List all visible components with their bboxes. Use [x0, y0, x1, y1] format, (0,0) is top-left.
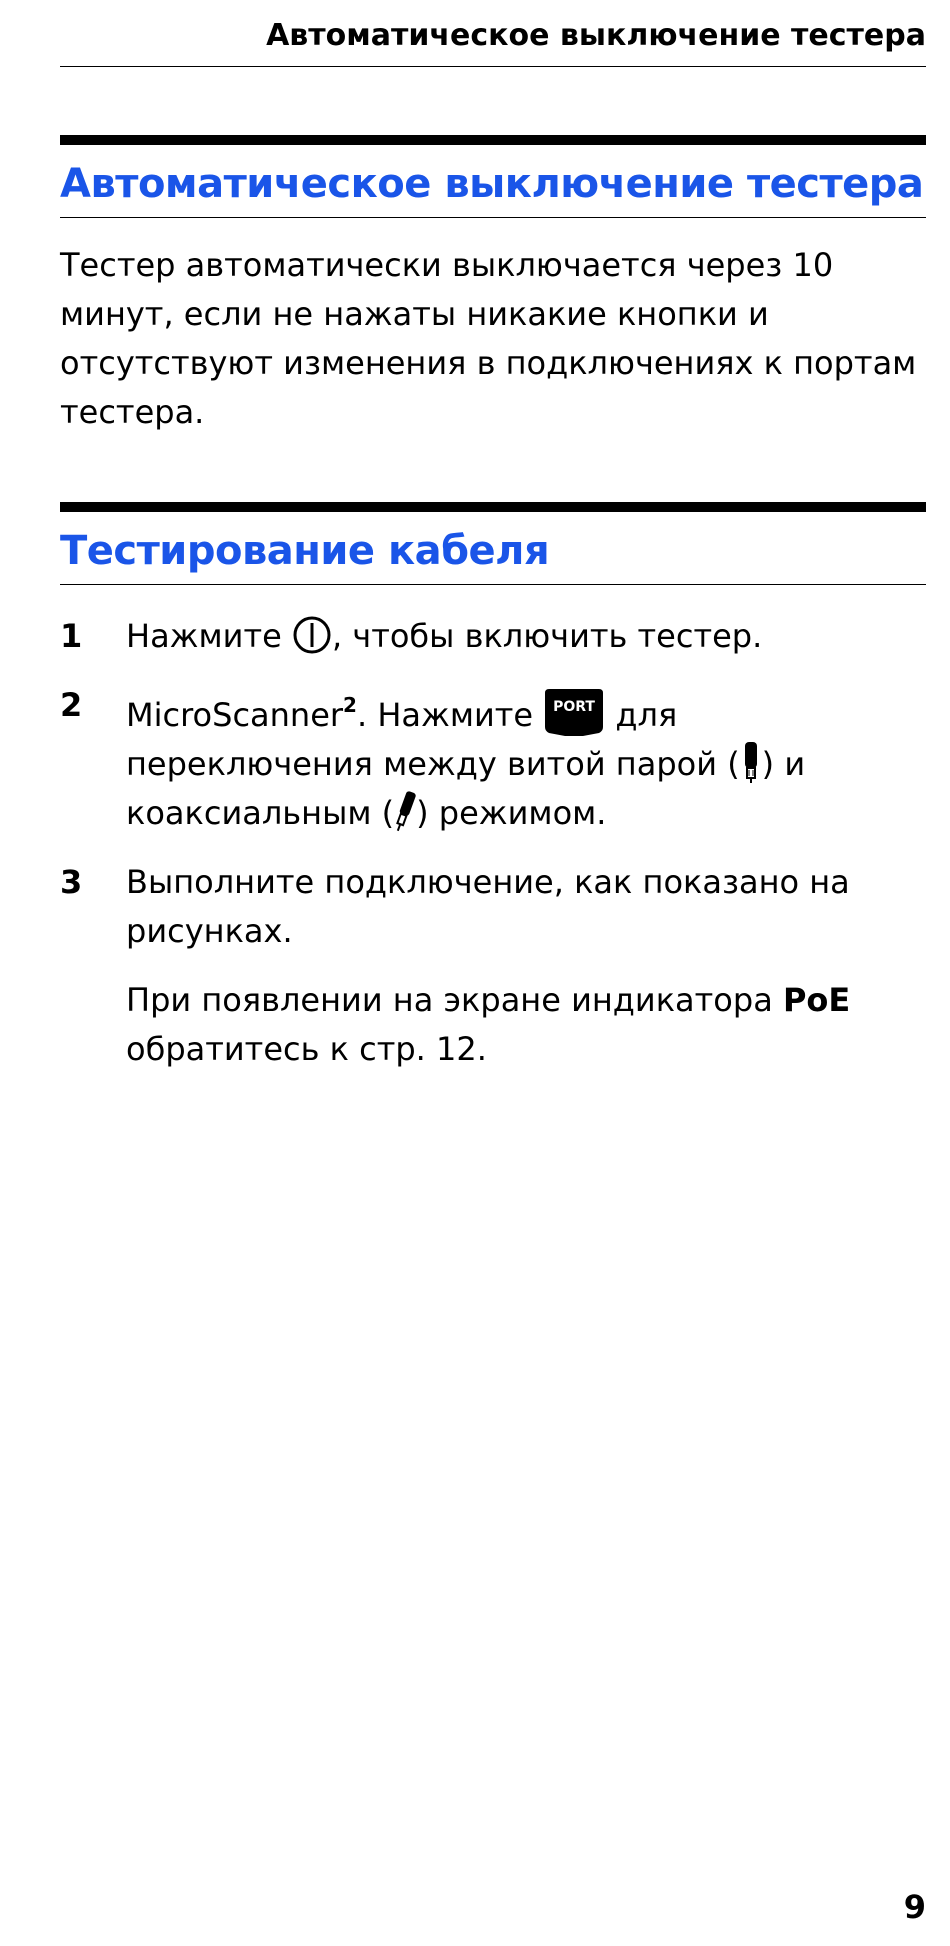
- step-line: рисунках.: [126, 912, 293, 950]
- port-key-label: PORT: [553, 699, 596, 715]
- port-key-icon: [543, 687, 605, 733]
- step-line: [126, 789, 926, 838]
- step-number: 2: [60, 686, 83, 724]
- section-title-rule: [60, 584, 926, 585]
- step-line: [126, 681, 926, 740]
- running-header: Автоматическое выключение тестера: [266, 18, 926, 53]
- step-number: 3: [60, 863, 83, 901]
- step-line: [126, 740, 926, 789]
- section-top-rule: [60, 135, 926, 145]
- paragraph-line: отсутствуют изменения в подключениях к портам: [60, 344, 917, 382]
- step-text: [126, 681, 926, 838]
- paragraph-line: тестера.: [60, 393, 205, 431]
- poe-note: [126, 976, 926, 1074]
- step-text-part: ) и: [761, 745, 806, 783]
- step-line: Выполните подключение, как показано на: [126, 863, 850, 901]
- step-2: [60, 681, 926, 838]
- section-title-rule: [60, 217, 926, 218]
- step-text-part: . Нажмите: [356, 696, 544, 734]
- section-auto-off: [60, 135, 926, 437]
- step-number: 1: [60, 617, 83, 655]
- paragraph-line: Тестер автоматически выключается через 10: [60, 246, 834, 284]
- step-text-part: Нажмите: [126, 617, 292, 655]
- step-text: [126, 858, 926, 956]
- poe-indicator-label: PoE: [782, 981, 851, 1019]
- step-text-part: , чтобы включить тестер.: [331, 617, 763, 655]
- header-rule: [60, 66, 926, 67]
- page-number: 9: [903, 1888, 926, 1926]
- power-icon: [292, 615, 332, 655]
- step-text-part: коаксиальным (: [126, 794, 395, 832]
- section-title-cable-test: Тестирование кабеля: [60, 528, 550, 574]
- auto-off-paragraph: [60, 241, 926, 437]
- step-1: [60, 612, 926, 661]
- section-cable-test: [60, 502, 926, 585]
- product-superscript: 2: [343, 693, 357, 717]
- twisted-pair-jack-icon: [740, 740, 762, 784]
- step-text: [126, 612, 926, 661]
- section-top-rule: [60, 502, 926, 512]
- note-line: [126, 976, 926, 1025]
- step-text-part: ) режимом.: [416, 794, 607, 832]
- step-3: [60, 858, 926, 956]
- step-text-part: переключения между витой парой (: [126, 745, 740, 783]
- section-title-auto-off: Автоматическое выключение тестера: [60, 161, 924, 207]
- paragraph-line: минут, если не нажаты никакие кнопки и: [60, 295, 769, 333]
- note-text: При появлении на экране индикатора: [126, 981, 783, 1019]
- steps-list: [60, 612, 926, 1074]
- step-text-part: для: [605, 696, 678, 734]
- coax-connector-icon: [394, 789, 416, 833]
- product-name: MicroScanner: [126, 696, 344, 734]
- note-line: обратитесь к стр. 12.: [126, 1030, 487, 1068]
